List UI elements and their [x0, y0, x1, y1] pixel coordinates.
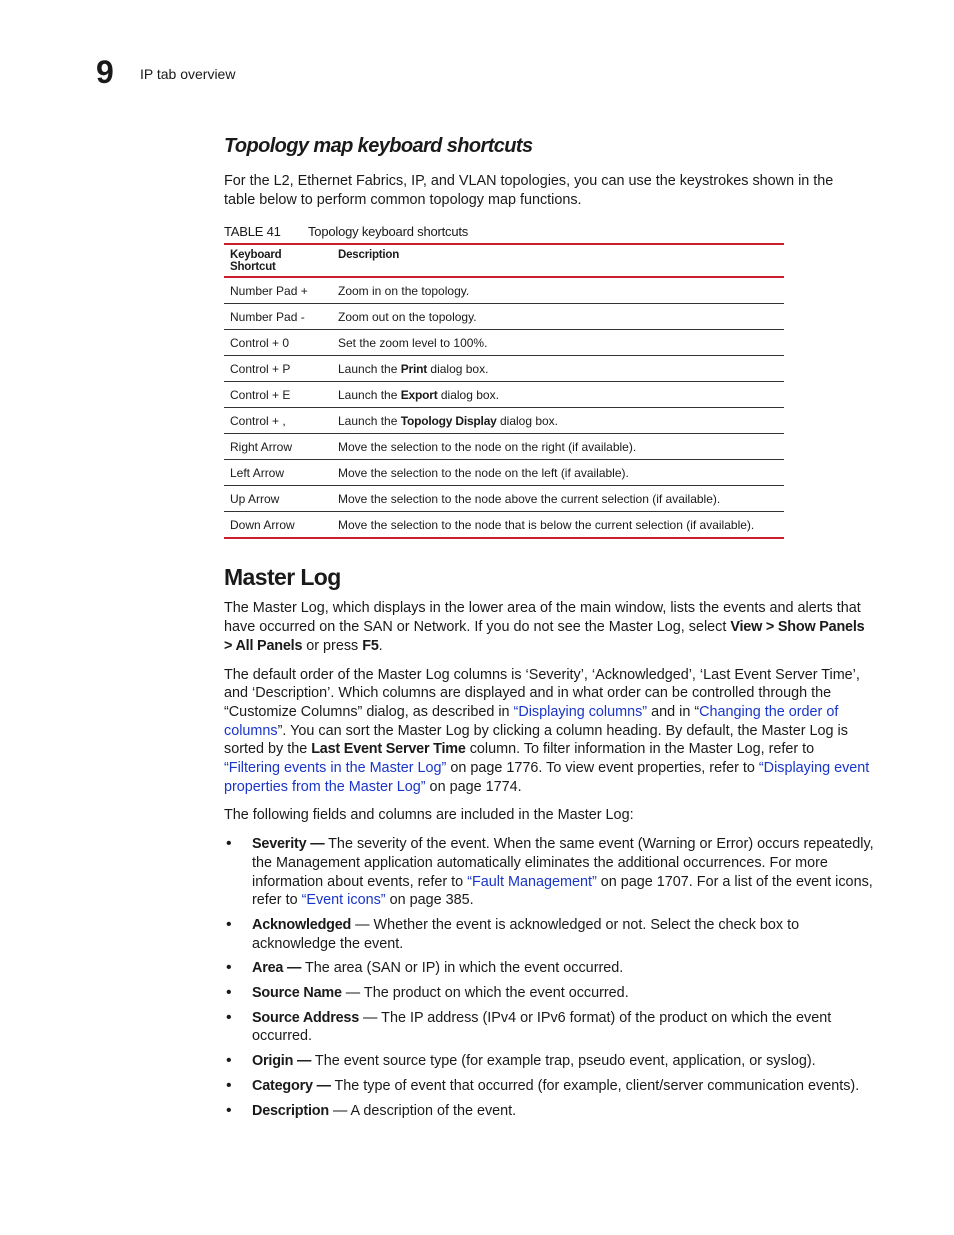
paragraph-text: ”. You can sort the Master Log by clicking a column heading. By default, the Master Log is sorted by the: [224, 722, 848, 758]
shortcut-cell: Up Arrow: [224, 486, 332, 512]
field-text: The area (SAN or IP) in which the event occurred.: [301, 960, 624, 977]
paragraph-text: .: [378, 637, 383, 654]
ui-element-name: Export: [400, 387, 438, 402]
shortcuts-table: [224, 243, 784, 539]
shortcut-cell: Control + 0: [224, 330, 332, 356]
bullet-icon: •: [226, 1052, 232, 1070]
field-term: Severity —: [252, 836, 325, 853]
field-text: The severity of the event. When the same event (Warning or Error) occurs repeatedly, the Management application automatically eliminates the additional occurrences. For more information about events, refer to: [252, 836, 874, 890]
description-cell: Move the selection to the node on the left (if available).: [332, 460, 784, 486]
description-text: dialog box.: [427, 361, 489, 376]
field-term: Description: [252, 1102, 329, 1119]
ui-element-name: Topology Display: [400, 413, 497, 428]
description-cell: Zoom out on the topology.: [332, 304, 784, 330]
field-term: Source Name: [252, 985, 342, 1002]
field-text: on page 385.: [385, 892, 474, 909]
table-row: [224, 512, 784, 539]
field-term: Acknowledged: [252, 916, 352, 933]
chapter-number: 9: [96, 54, 114, 90]
link-filtering-events[interactable]: “Filtering events in the Master Log”: [224, 760, 447, 777]
link-event-icons[interactable]: “Event icons”: [301, 892, 386, 909]
list-item: [224, 1052, 874, 1071]
paragraph-text: The default order of the Master Log columns is ‘Severity’, ‘Acknowledged’, ‘Last Event Server Time’, and ‘Description’. Which columns are displayed and in what order can be controlled through the “Customize Columns” dialog, as described in: [224, 666, 860, 720]
field-text: — Whether the event is acknowledged or not. Select the check box to acknowledge the event.: [252, 916, 800, 952]
shortcut-cell: Control + ,: [224, 408, 332, 434]
table-row: [224, 330, 784, 356]
field-term: Category —: [252, 1077, 331, 1094]
key-name: F5: [362, 637, 379, 654]
description-cell: [332, 382, 784, 408]
column-header-description: Description: [332, 244, 784, 277]
description-cell: [332, 408, 784, 434]
shortcut-cell: Right Arrow: [224, 434, 332, 460]
table-row: [224, 460, 784, 486]
shortcut-cell: Control + P: [224, 356, 332, 382]
shortcut-cell: Number Pad +: [224, 277, 332, 304]
master-log-paragraph-3: The following fields and columns are included in the Master Log:: [224, 807, 634, 824]
link-fault-management[interactable]: “Fault Management”: [467, 873, 597, 890]
table-row: [224, 434, 784, 460]
field-text: — The IP address (IPv4 or IPv6 format) of the product on which the event occurred.: [252, 1009, 832, 1045]
bullet-icon: •: [226, 984, 232, 1002]
paragraph-text: or press: [302, 637, 363, 654]
list-item: [224, 916, 874, 953]
description-cell: [332, 356, 784, 382]
table-header-row: [224, 244, 784, 277]
ui-element-name: Print: [400, 361, 428, 376]
subsection-title: Topology map keyboard shortcuts: [224, 135, 533, 157]
section-title: Master Log: [224, 564, 341, 591]
bullet-icon: •: [226, 1101, 232, 1119]
column-name: Last Event Server Time: [311, 741, 466, 758]
field-term: Area —: [252, 960, 302, 977]
description-cell: Move the selection to the node on the right (if available).: [332, 434, 784, 460]
table-row: [224, 356, 784, 382]
master-log-paragraph-2: [224, 666, 874, 797]
description-cell: Zoom in on the topology.: [332, 277, 784, 304]
bullet-icon: •: [226, 915, 232, 933]
description-text: dialog box.: [437, 387, 499, 402]
shortcut-cell: Left Arrow: [224, 460, 332, 486]
table-row: [224, 382, 784, 408]
paragraph-text: and in “: [647, 703, 700, 720]
list-item: [224, 1077, 874, 1096]
table-row: [224, 486, 784, 512]
fields-list: [224, 835, 874, 1120]
description-cell: Move the selection to the node that is below the current selection (if available).: [338, 517, 755, 532]
description-cell: Set the zoom level to 100%.: [332, 330, 784, 356]
running-head: IP tab overview: [140, 66, 236, 82]
master-log-paragraph-1: [224, 599, 874, 655]
link-displaying-event-properties[interactable]: “Displaying event properties from the Master Log”: [224, 760, 870, 795]
table-caption-text: Topology keyboard shortcuts: [308, 224, 469, 240]
link-changing-column-order[interactable]: Changing the order of columns: [224, 703, 839, 739]
list-item: [224, 1009, 874, 1046]
menu-path: View > Show Panels > All Panels: [224, 619, 865, 654]
table-caption: [224, 221, 874, 243]
subsection-intro: For the L2, Ethernet Fabrics, IP, and VLAN topologies, you can use the keystrokes shown in the table below to perform common topology map functions.: [224, 173, 834, 208]
table-number: TABLE 41: [224, 224, 281, 240]
list-item: [224, 959, 874, 978]
description-text: dialog box.: [496, 413, 559, 428]
description-text: Launch the: [338, 413, 401, 428]
paragraph-text: column. To filter information in the Master Log, refer to: [465, 741, 815, 758]
table-row: [224, 304, 784, 330]
shortcut-cell: Down Arrow: [230, 517, 295, 532]
page-content: [224, 130, 874, 1126]
table-row: [224, 408, 784, 434]
description-text: Launch the: [338, 361, 401, 376]
list-item: [224, 835, 874, 910]
bullet-icon: •: [226, 1008, 232, 1026]
list-item: [224, 984, 874, 1003]
paragraph-text: The Master Log, which displays in the lower area of the main window, lists the events and alerts that have occurred on the SAN or Network. If you do not see the Master Log, select: [224, 600, 861, 636]
field-term: Source Address: [252, 1009, 360, 1026]
description-text: Launch the: [338, 387, 401, 402]
shortcut-cell: Control + E: [224, 382, 332, 408]
field-text: The event source type (for example trap, pseudo event, application, or syslog).: [311, 1053, 816, 1070]
bullet-icon: •: [226, 1076, 232, 1094]
column-header-shortcut: Keyboard Shortcut: [224, 244, 332, 277]
field-term: Origin —: [252, 1053, 312, 1070]
list-item: [224, 1102, 874, 1121]
link-displaying-columns[interactable]: “Displaying columns”: [513, 703, 648, 720]
field-text: — The product on which the event occurred.: [341, 985, 629, 1002]
table-row: [224, 277, 784, 304]
shortcut-cell: Number Pad -: [224, 304, 332, 330]
paragraph-text: on page 1774.: [425, 778, 522, 795]
bullet-icon: •: [226, 959, 232, 977]
paragraph-text: on page 1776. To view event properties, refer to: [446, 760, 759, 777]
field-text: — A description of the event.: [328, 1102, 517, 1119]
description-cell: Move the selection to the node above the current selection (if available).: [332, 486, 784, 512]
field-text: on page 1707. For a list of the event icons, refer to: [252, 873, 873, 909]
field-text: The type of event that occurred (for example, client/server communication events).: [330, 1077, 860, 1094]
bullet-icon: •: [226, 835, 232, 853]
